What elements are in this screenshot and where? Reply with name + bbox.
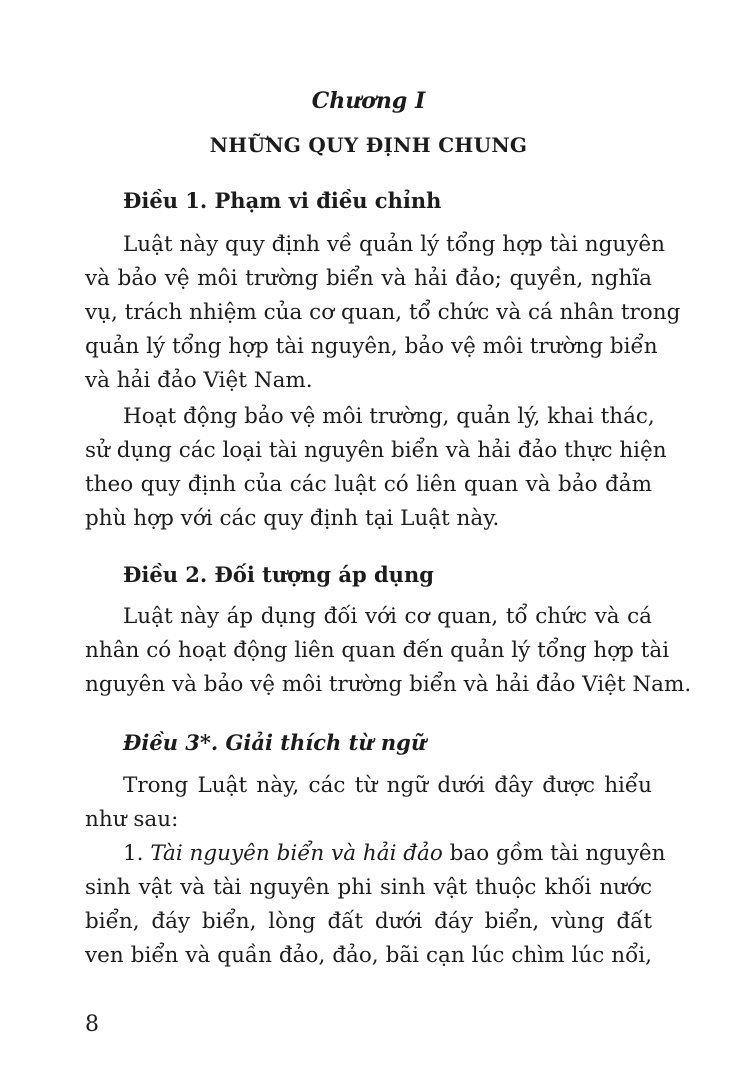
article-1-heading: Điều 1. Phạm vi điều chỉnh: [123, 188, 442, 213]
text-line: biển, đáy biển, lòng đất dưới đáy biển, vùng đất: [85, 909, 652, 934]
article-3-heading: Điều 3*. Giải thích từ ngữ: [123, 730, 427, 755]
text-line: và hải đảo Việt Nam.: [85, 368, 313, 393]
item-number: 1.: [123, 841, 151, 866]
text-line: Hoạt động bảo vệ môi trường, quản lý, khai thác,: [123, 404, 655, 429]
text-line: nguyên và bảo vệ môi trường biển và hải đảo Việt Nam.: [85, 672, 692, 697]
text-line: nhân có hoạt động liên quan đến quản lý tổng hợp tài: [85, 638, 670, 663]
article-3-definition-1: [85, 837, 666, 973]
article-1-paragraph-2: [85, 400, 667, 536]
text-line: như sau:: [85, 807, 179, 832]
chapter-title: NHỮNG QUY ĐỊNH CHUNG: [209, 133, 528, 157]
text-line: sử dụng các loại tài nguyên biển và hải đảo thực hiện: [85, 438, 667, 463]
text-line: theo quy định của các luật có liên quan và bảo đảm: [85, 472, 652, 497]
definition-first-line: [85, 837, 666, 871]
article-2-heading: Điều 2. Đối tượng áp dụng: [123, 562, 434, 587]
defined-term: Tài nguyên biển và hải đảo: [150, 841, 443, 866]
text-line: Luật này áp dụng đối với cơ quan, tổ chức và cá: [123, 604, 652, 629]
chapter-label: Chương I: [311, 88, 426, 114]
definition-text: bao gồm tài nguyên: [442, 841, 666, 866]
article-3-paragraph-1: [85, 769, 652, 837]
text-line: Luật này quy định về quản lý tổng hợp tài nguyên: [123, 232, 665, 257]
text-line: ven biển và quần đảo, đảo, bãi cạn lúc chìm lúc nổi,: [85, 943, 652, 968]
text-line: và bảo vệ môi trường biển và hải đảo; quyền, nghĩa: [85, 266, 652, 291]
article-1-paragraph-1: [85, 228, 681, 398]
text-line: sinh vật và tài nguyên phi sinh vật thuộc khối nước: [85, 875, 652, 900]
text-line: vụ, trách nhiệm của cơ quan, tổ chức và cá nhân trong: [85, 300, 681, 325]
text-line: phù hợp với các quy định tại Luật này.: [85, 506, 500, 531]
article-2-paragraph-1: [85, 600, 692, 702]
text-line: Trong Luật này, các từ ngữ dưới đây được hiểu: [123, 773, 652, 798]
text-line: quản lý tổng hợp tài nguyên, bảo vệ môi trường biển: [85, 334, 658, 359]
page-number: 8: [85, 1012, 99, 1037]
